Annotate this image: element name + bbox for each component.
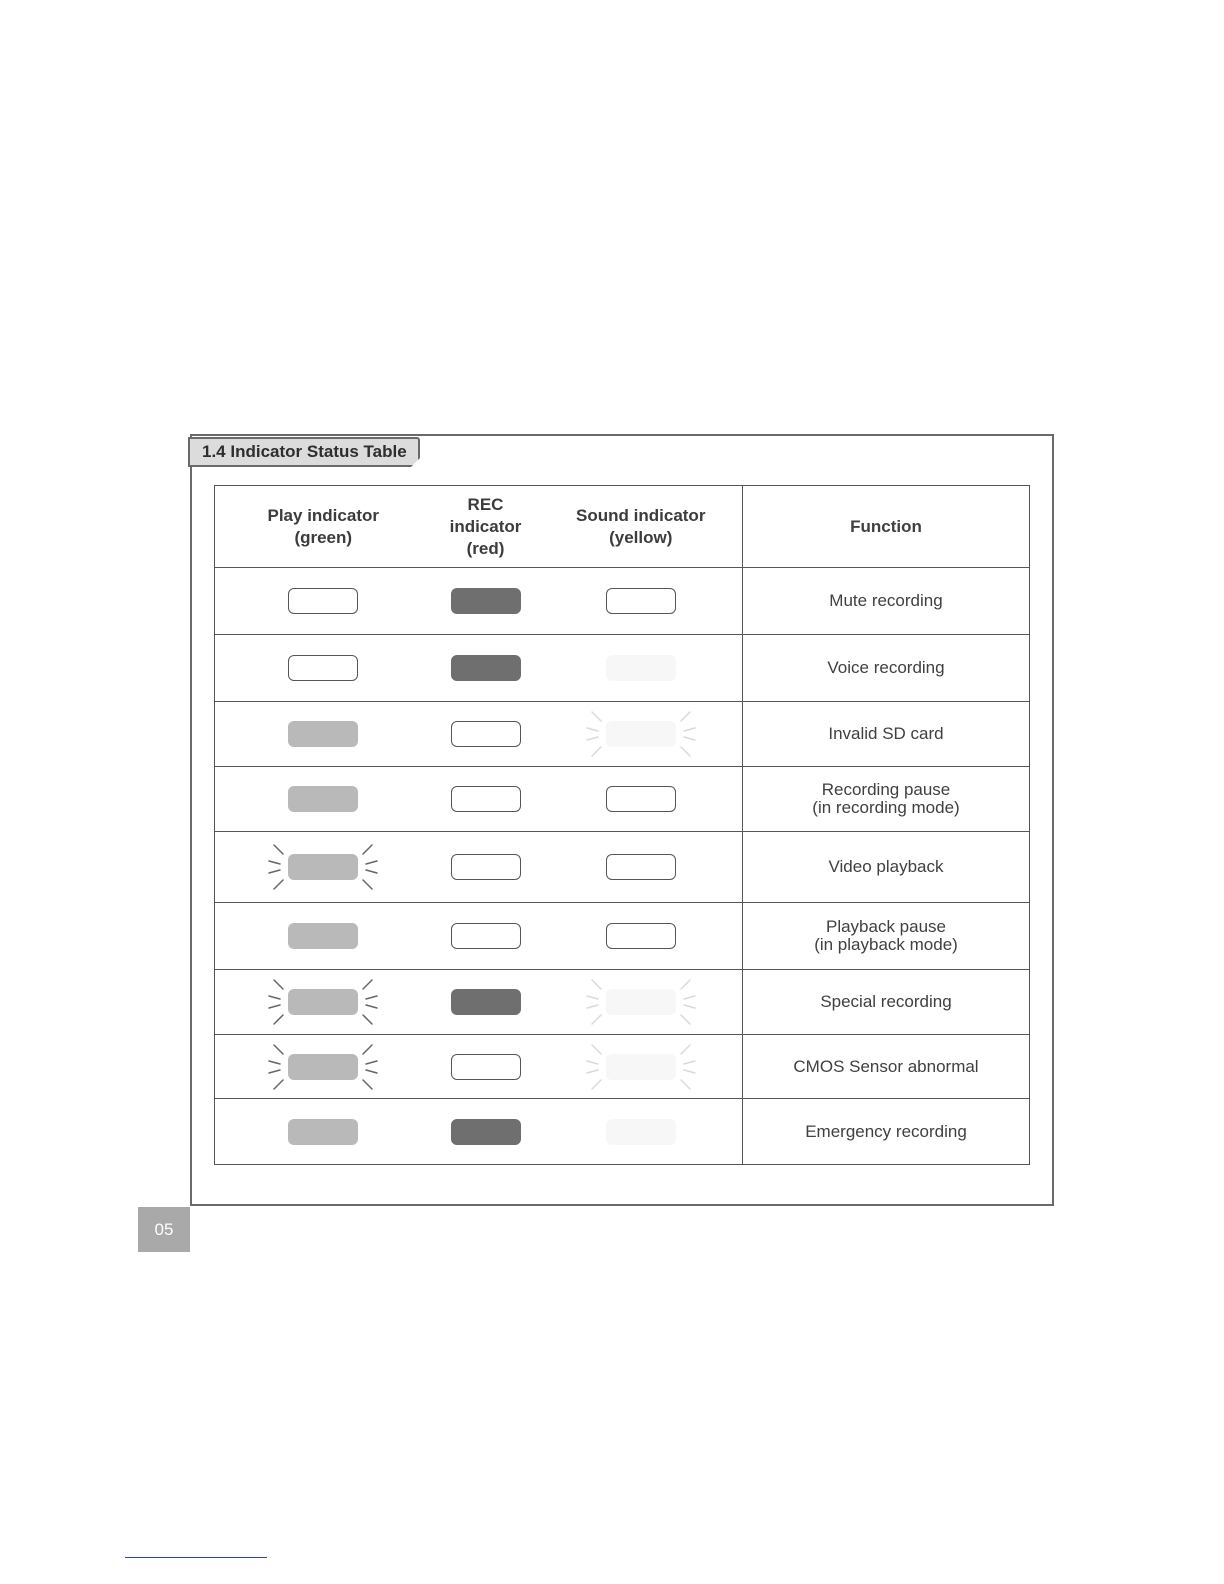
play-led-state [288, 923, 358, 949]
sound-indicator-cell [540, 1035, 743, 1099]
play-indicator-cell [215, 903, 432, 970]
rec-led-state [451, 588, 521, 614]
play-led-on-icon [288, 721, 358, 747]
function-label: Emergency recording [805, 1121, 967, 1141]
play-led-state [288, 786, 358, 812]
rec-led-state [451, 786, 521, 812]
sound-led-state [606, 1054, 676, 1080]
function-cell [743, 1099, 1030, 1165]
rec-indicator-cell [432, 970, 540, 1035]
sound-indicator-cell [540, 702, 743, 767]
sound-led-state [606, 923, 676, 949]
play-indicator-cell [215, 832, 432, 903]
sound-led-state [606, 655, 676, 681]
page-number: 05 [138, 1207, 190, 1252]
footer-rule [125, 1557, 267, 1558]
function-label: Recording pause [821, 780, 951, 799]
sound-indicator-cell [540, 1099, 743, 1165]
sound-led-off-icon [606, 854, 676, 880]
rec-led-state [451, 923, 521, 949]
rec-indicator-cell [432, 1035, 540, 1099]
play-led-flashing-icon [288, 854, 358, 880]
function-cell [743, 635, 1030, 702]
rec-led-state [451, 1119, 521, 1145]
play-indicator-cell [215, 568, 432, 635]
section-title: 1.4 Indicator Status Table [202, 442, 407, 461]
table-row [215, 568, 1030, 635]
play-led-off-icon [288, 655, 358, 681]
sound-led-state [606, 989, 676, 1015]
sound-indicator-cell [540, 767, 743, 832]
function-cell [743, 970, 1030, 1035]
sound-led-state [606, 854, 676, 880]
play-led-state [288, 655, 358, 681]
play-led-on-icon [288, 1119, 358, 1145]
rec-led-on-icon [451, 655, 521, 681]
sound-indicator-cell [540, 903, 743, 970]
rec-led-off-icon [451, 923, 521, 949]
table-row [215, 635, 1030, 702]
table-row [215, 903, 1030, 970]
rec-led-on-icon [451, 1119, 521, 1145]
function-cell [743, 702, 1030, 767]
play-led-state [288, 588, 358, 614]
sound-led-off-icon [606, 923, 676, 949]
play-indicator-cell [215, 970, 432, 1035]
function-label: Video playback [828, 857, 944, 876]
play-indicator-cell [215, 1099, 432, 1165]
table-row [215, 702, 1030, 767]
sound-indicator-cell [540, 832, 743, 903]
tab-corner-fold [411, 458, 420, 467]
play-led-state [288, 721, 358, 747]
rec-led-off-icon [451, 721, 521, 747]
function-label: Playback pause [825, 917, 947, 936]
play-led-state [288, 1119, 358, 1145]
sound-indicator-cell [540, 970, 743, 1035]
function-cell [743, 568, 1030, 635]
sound-led-state [606, 721, 676, 747]
sound-led-state [606, 588, 676, 614]
sound-indicator-cell [540, 568, 743, 635]
table-row [215, 1035, 1030, 1099]
section-title-tab [188, 437, 420, 467]
rec-led-off-icon [451, 854, 521, 880]
play-indicator-cell [215, 635, 432, 702]
play-led-on-icon [288, 786, 358, 812]
sound-led-state [606, 1119, 676, 1145]
function-sublabel: (in playback mode) [814, 935, 958, 954]
rec-indicator-cell [432, 1099, 540, 1165]
play-led-flashing-icon [288, 989, 358, 1015]
function-label: CMOS Sensor abnormal [793, 1056, 979, 1076]
sound-led-on-icon [606, 655, 676, 681]
table-row [215, 832, 1030, 903]
rec-indicator-cell [432, 635, 540, 702]
rec-led-off-icon [451, 786, 521, 812]
indicator-status-table [214, 485, 1030, 1165]
table-row [215, 970, 1030, 1035]
header-sound-indicator: Sound indicator (yellow) [540, 486, 743, 568]
rec-indicator-cell [432, 702, 540, 767]
function-cell [743, 832, 1030, 903]
rec-led-state [451, 854, 521, 880]
sound-led-flashing-icon [606, 989, 676, 1015]
play-led-off-icon [288, 588, 358, 614]
play-led-state [288, 989, 358, 1015]
play-indicator-cell [215, 767, 432, 832]
play-led-flashing-icon [288, 1054, 358, 1080]
sound-led-flashing-icon [606, 721, 676, 747]
rec-indicator-cell [432, 903, 540, 970]
play-led-on-icon [288, 923, 358, 949]
rec-indicator-cell [432, 767, 540, 832]
header-rec-indicator: REC indicator (red) [432, 486, 540, 568]
sound-led-off-icon [606, 588, 676, 614]
rec-led-state [451, 655, 521, 681]
rec-led-on-icon [451, 588, 521, 614]
table-row [215, 767, 1030, 832]
sound-indicator-cell [540, 635, 743, 702]
play-indicator-cell [215, 1035, 432, 1099]
sound-led-on-icon [606, 1119, 676, 1145]
table-row [215, 1099, 1030, 1165]
rec-led-on-icon [451, 989, 521, 1015]
header-function: Function [743, 486, 1030, 568]
sound-led-state [606, 786, 676, 812]
rec-indicator-cell [432, 568, 540, 635]
rec-led-state [451, 989, 521, 1015]
rec-led-state [451, 1054, 521, 1080]
sound-led-flashing-icon [606, 1054, 676, 1080]
rec-led-off-icon [451, 1054, 521, 1080]
function-cell [743, 1035, 1030, 1099]
rec-led-state [451, 721, 521, 747]
play-led-state [288, 854, 358, 880]
function-label: Invalid SD card [828, 724, 944, 743]
function-sublabel: (in recording mode) [812, 798, 960, 817]
function-cell [743, 903, 1030, 970]
play-led-state [288, 1054, 358, 1080]
function-cell [743, 767, 1030, 832]
sound-led-off-icon [606, 786, 676, 812]
table-header-row [215, 486, 1030, 568]
function-label: Special recording [820, 992, 952, 1011]
play-indicator-cell [215, 702, 432, 767]
function-label: Mute recording [829, 591, 943, 610]
header-play-indicator: Play indicator (green) [215, 486, 432, 568]
function-label: Voice recording [827, 658, 945, 677]
rec-indicator-cell [432, 832, 540, 903]
